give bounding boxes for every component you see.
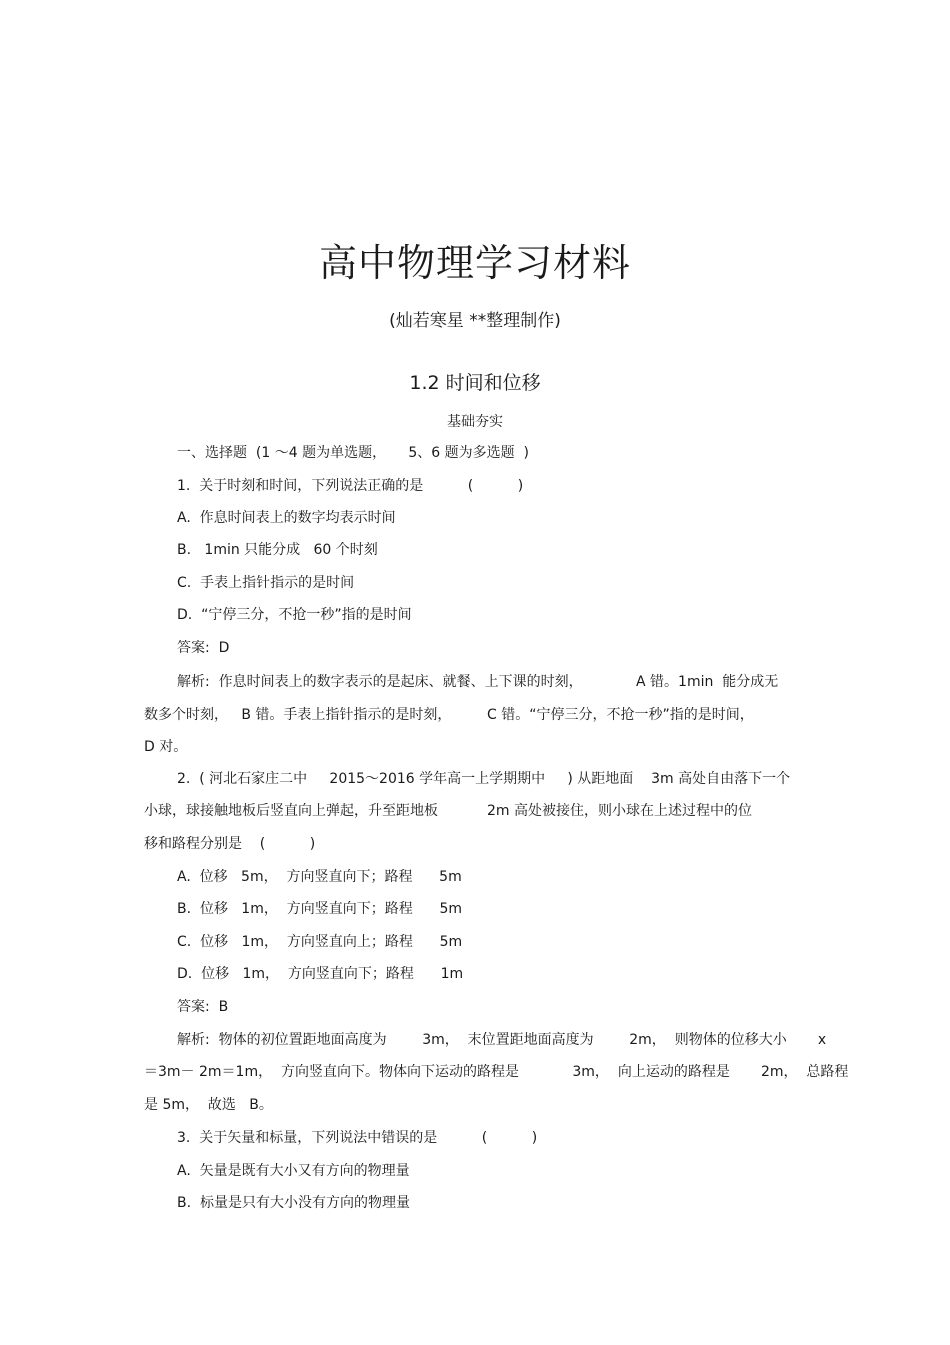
text-line: 答案: B: [177, 999, 229, 1015]
text-line: A. 矢量是既有大小又有方向的物理量: [177, 1163, 410, 1179]
text-line: B. 标量是只有大小没有方向的物理量: [177, 1195, 410, 1211]
text-line: 移和路程分别是 ( ): [144, 836, 316, 852]
text-line: 解析: 物体的初位置距地面高度为 3m， 末位置距地面高度为 2m， 则物体的位移大小 x: [177, 1032, 827, 1048]
text-line: C. 手表上指针指示的是时间: [177, 575, 355, 591]
subsection-heading: 基础夯实: [447, 414, 503, 430]
text-line: A. 位移 5m， 方向竖直向下；路程 5m: [177, 869, 462, 885]
text-line: 1. 关于时刻和时间，下列说法正确的是 ( ): [177, 478, 524, 494]
text-line: B. 位移 1m， 方向竖直向下；路程 5m: [177, 901, 462, 917]
section-heading: 1.2 时间和位移: [409, 372, 541, 394]
text-line: C. 位移 1m， 方向竖直向上；路程 5m: [177, 934, 463, 950]
text-line: D 对。: [144, 739, 188, 755]
text-line: 小球，球接触地板后竖直向上弹起，升至距地板 2m 高处被接住，则小球在上述过程中的位: [144, 803, 752, 819]
text-line: A. 作息时间表上的数字均表示时间: [177, 510, 396, 526]
text-line: 2. ( 河北石家庄二中 2015～2016 学年高一上学期期中 ) 从距地面 3m 高处自由落下一个: [177, 771, 791, 787]
text-line: D. “宁停三分，不抢一秒”指的是时间: [177, 607, 412, 623]
text-line: 解析: 作息时间表上的数字表示的是起床、就餐、上下课的时刻， A 错。1min 能分成无: [177, 674, 779, 690]
document-subtitle: (灿若寒星 **整理制作): [389, 311, 561, 331]
text-line: D. 位移 1m， 方向竖直向下；路程 1m: [177, 966, 464, 982]
text-line: 答案: D: [177, 640, 230, 656]
text-line: ＝3m－ 2m＝1m， 方向竖直向下。物体向下运动的路程是 3m， 向上运动的路程是 2m， 总路程: [144, 1064, 849, 1080]
text-line: 数多个时刻， B 错。手表上指针指示的是时刻， C 错。“宁停三分，不抢一秒”指的是时间，: [144, 707, 754, 723]
text-line: 是 5m， 故选 B。: [144, 1097, 273, 1113]
text-line: 一、选择题 (1 ～4 题为单选题， 5、6 题为多选题 ): [177, 445, 529, 461]
document-title: 高中物理学习材料: [318, 241, 631, 285]
text-line: 3. 关于矢量和标量，下列说法中错误的是 ( ): [177, 1130, 538, 1146]
text-line: B. 1min 只能分成 60 个时刻: [177, 542, 378, 558]
